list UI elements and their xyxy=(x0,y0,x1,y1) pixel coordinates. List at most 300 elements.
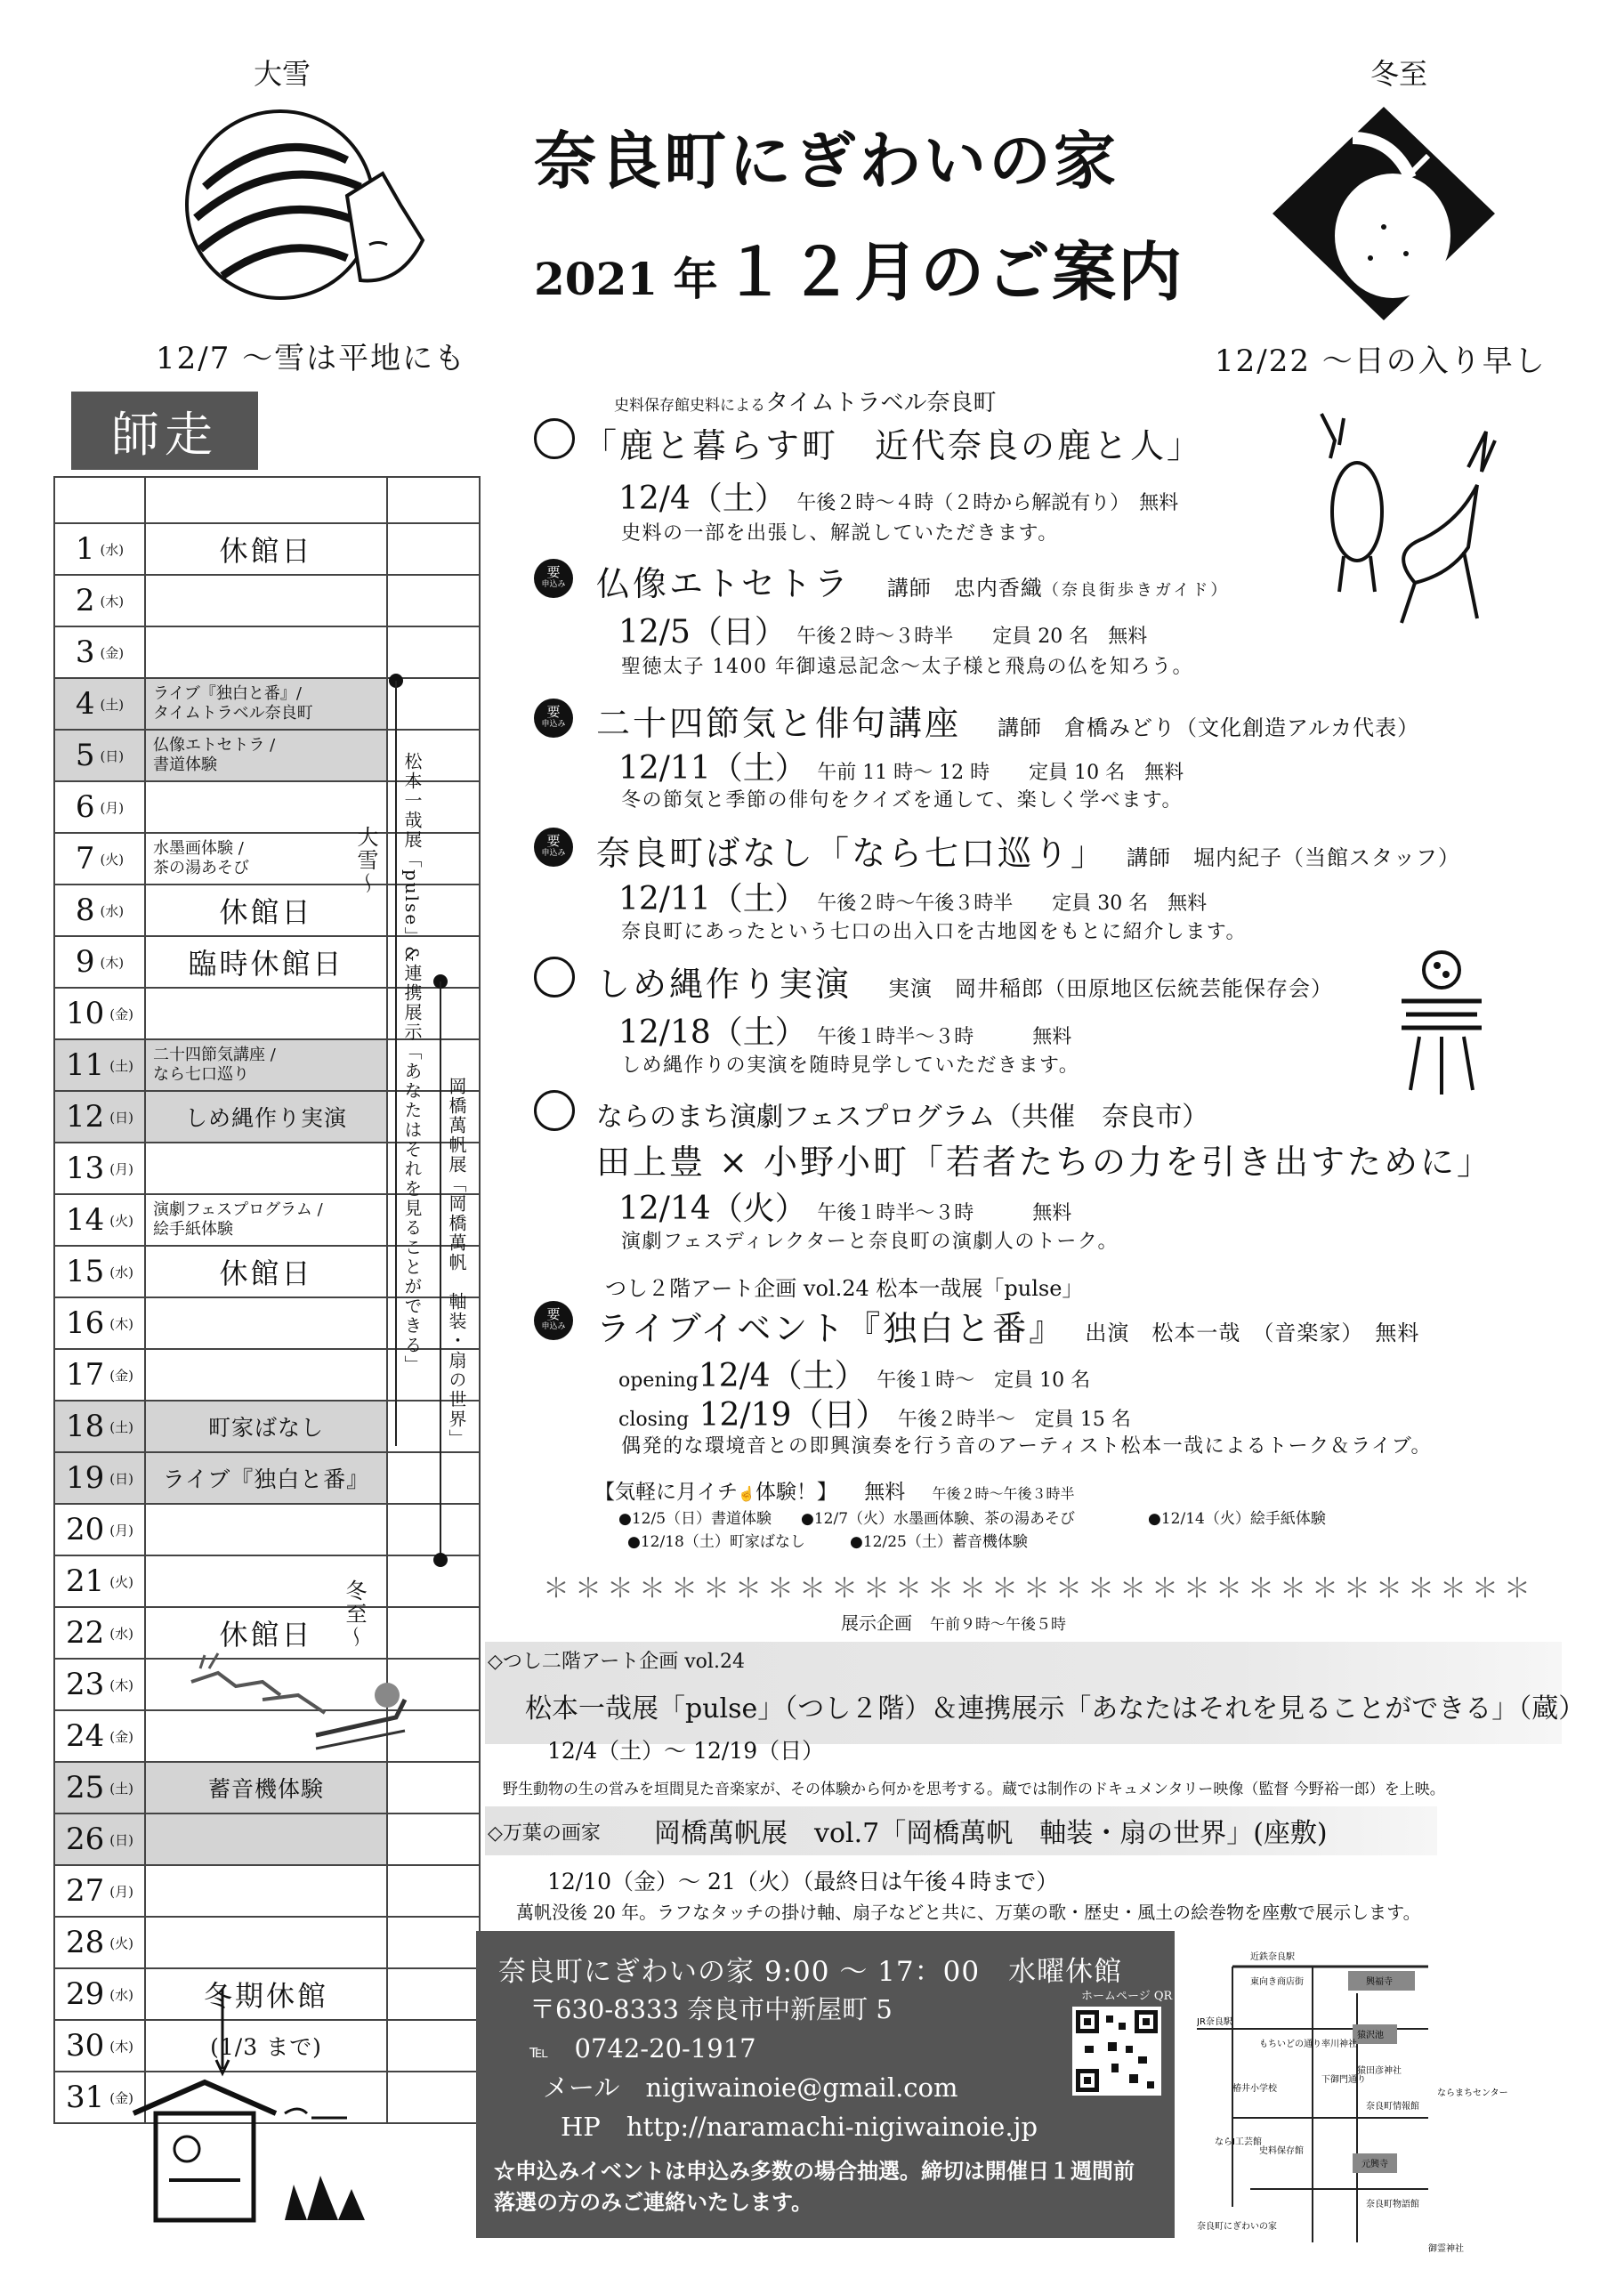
calendar-row xyxy=(53,1402,481,1453)
calendar-side-cell xyxy=(388,1556,479,1606)
calendar-day: 15 xyxy=(66,1254,105,1289)
calendar-weekday: (水) xyxy=(109,1625,133,1642)
exhibit1-title: 松本一哉展「pulse」（つし２階）＆連携展示「あなたはそれを見ることができる」（蔵） xyxy=(525,1693,1586,1725)
header-cell-event xyxy=(144,478,388,522)
map-label: ならI工芸館 xyxy=(1215,2137,1262,2147)
calendar-event-cell xyxy=(144,679,388,729)
calendar-row xyxy=(53,1866,481,1918)
event1-date-row xyxy=(618,473,1178,519)
event1-date: 12/4（土） xyxy=(618,481,787,517)
exhibitions-head-row xyxy=(841,1609,1066,1635)
calendar-day: 13 xyxy=(66,1151,105,1186)
event7-kicker: つし２階アート企画 vol.24 松本一哉展「pulse」 xyxy=(605,1276,1084,1301)
calendar-side-cell xyxy=(388,2072,479,2122)
calendar-side-cell xyxy=(388,679,479,729)
calendar-event-cell xyxy=(144,1040,388,1090)
calendar-event-text: 休館日 xyxy=(219,895,313,929)
exhibit1-period-line xyxy=(395,681,397,1446)
calendar-event-cell xyxy=(144,989,388,1038)
calendar-day: 18 xyxy=(66,1409,105,1444)
calendar-weekday: (火) xyxy=(109,1573,133,1590)
event7-req-badge xyxy=(534,1301,573,1340)
calendar-date-cell xyxy=(55,1453,144,1503)
calendar-date-cell xyxy=(55,1350,144,1400)
event2-req-text: 要 xyxy=(546,564,561,580)
event7-title-row xyxy=(596,1301,1419,1350)
calendar-date-cell xyxy=(55,1608,144,1658)
calendar-weekday: (金) xyxy=(109,2089,133,2106)
page-title: 奈良町にぎわいの家 xyxy=(534,124,1119,198)
map-label: 下御門通り xyxy=(1321,2075,1366,2085)
event4-lecturer: 講師 堀内紀子（当館スタッフ） xyxy=(1127,845,1461,870)
taiken-item-3: ●12/14（火）絵手紙体験 xyxy=(1148,1510,1326,1528)
taiken-head xyxy=(594,1475,1075,1505)
calendar-event-line2: タイムトラベル奈良町 xyxy=(153,704,313,723)
calendar-event-text: ライブ『独白と番』 xyxy=(162,1466,370,1492)
calendar-day: 25 xyxy=(66,1770,105,1805)
info-box xyxy=(476,1931,1175,2238)
calendar-day: 30 xyxy=(66,2028,105,2064)
qr-label: ホームページ QR xyxy=(1081,1990,1173,2003)
calendar-weekday: (土) xyxy=(100,696,125,713)
calendar-event-text: (1/3 まで) xyxy=(210,2034,322,2060)
calendar-day: 17 xyxy=(66,1357,105,1393)
calendar-event-text: 休館日 xyxy=(219,1256,313,1290)
calendar-event-cell xyxy=(144,1195,388,1245)
calendar-weekday: (水) xyxy=(100,902,125,919)
calendar-weekday: (火) xyxy=(100,851,125,868)
calendar-date-cell xyxy=(55,782,144,832)
calendar-event-cell xyxy=(144,1918,388,1967)
exhibit2-label: 岡橋萬帆展「岡橋萬帆 軸装・扇の世界」 xyxy=(446,1077,467,1449)
calendar-event-line1: 水墨画体験 / xyxy=(153,839,244,858)
month-label: 師走 xyxy=(71,392,258,470)
exhibit2-period-line xyxy=(440,981,441,1560)
shimenawa-illustration xyxy=(1393,948,1491,1099)
calendar-event-line2: なら七口巡り xyxy=(153,1065,249,1084)
event7-date: 12/4（土） xyxy=(698,1358,867,1394)
event4-title-row xyxy=(596,826,1460,875)
calendar-row xyxy=(53,627,481,679)
subtitle-month: １２月のご案内 xyxy=(723,234,1184,310)
calendar-row xyxy=(53,2021,481,2072)
exhibitions-time: 午前９時～午後５時 xyxy=(930,1616,1066,1634)
calendar-day: 29 xyxy=(66,1976,105,2012)
map-label: 奈良町物語館 xyxy=(1366,2200,1419,2209)
map-label: 椿井小学校 xyxy=(1232,2084,1277,2094)
event6-date-row xyxy=(618,1183,1071,1229)
calendar-day: 21 xyxy=(66,1563,105,1599)
event6-title: 田上豊 × 小野小町「若者たちの力を引き出すために」 xyxy=(596,1143,1494,1182)
event3-req-badge xyxy=(534,699,573,738)
event3-lecturer: 講師 倉橋みどり（文化創造アルカ代表） xyxy=(998,715,1420,740)
event2-time: 午後２時～３時半 定員 20 名 無料 xyxy=(796,626,1148,648)
calendar-weekday: (金) xyxy=(109,1367,133,1384)
map-label: 猿沢池 xyxy=(1357,2031,1384,2040)
calendar-weekday: (月) xyxy=(100,799,125,816)
event7-title: ライブイベント『独白と番』 xyxy=(596,1309,1049,1348)
event6-kicker: ならのまち演劇フェスプログラム（共催 奈良市） xyxy=(596,1102,1209,1133)
reindeer-sleigh-illustration xyxy=(182,1646,414,1771)
event7-time: 午後１時～ 定員 10 名 xyxy=(877,1369,1091,1392)
calendar-date-cell xyxy=(55,627,144,677)
map-label: 東向き商店街 xyxy=(1250,1977,1304,1987)
calendar-event-line1: 演劇フェスプログラム / xyxy=(153,1200,323,1219)
calendar-event-cell xyxy=(144,524,388,574)
event5-date-row xyxy=(618,1007,1071,1053)
event1-kicker xyxy=(614,384,996,417)
qr-pattern xyxy=(1076,2010,1158,2092)
calendar-date-cell xyxy=(55,1660,144,1709)
calendar-day: 28 xyxy=(66,1925,105,1960)
event6-desc: 演劇フェスディレクターと奈良町の演劇人のトーク。 xyxy=(621,1231,1119,1253)
calendar-row xyxy=(53,522,481,576)
calendar-weekday: (金) xyxy=(109,1006,133,1022)
mail-label: メール xyxy=(543,2072,620,2103)
calendar-weekday: (水) xyxy=(100,541,125,558)
calendar-event-cell xyxy=(144,885,388,935)
calendar-weekday: (木) xyxy=(109,1315,133,1332)
event5-title-row xyxy=(596,957,1333,1006)
event2-date-row xyxy=(618,607,1147,652)
calendar-weekday: (金) xyxy=(109,1728,133,1745)
calendar-weekday: (木) xyxy=(100,954,125,971)
event4-req-badge xyxy=(534,828,573,867)
calendar-day: 14 xyxy=(66,1202,105,1238)
info-address: 〒630-8333 奈良市中新屋町 5 xyxy=(529,1994,893,2024)
calendar-weekday: (木) xyxy=(100,593,125,610)
deer-illustration xyxy=(1308,405,1513,627)
calendar-event-cell xyxy=(144,1453,388,1503)
taiken-time: 午後２時～午後３時半 xyxy=(932,1485,1075,1502)
calendar-row xyxy=(53,679,481,731)
map-label: 率川神社 xyxy=(1321,2040,1357,2049)
calendar-event-cell xyxy=(144,2021,388,2071)
calendar-date-cell xyxy=(55,1918,144,1967)
tel-icon: ℡ xyxy=(529,2040,549,2062)
house-illustration xyxy=(116,2078,383,2229)
calendar-side-cell xyxy=(388,1505,479,1555)
calendar-day: 22 xyxy=(66,1615,105,1651)
event2-lecturer-note: （奈良街歩きガイド） xyxy=(1042,581,1230,600)
calendar-weekday: (土) xyxy=(109,1057,133,1074)
calendar-event-text: 町家ばなし xyxy=(207,1415,324,1441)
info-tel-row xyxy=(529,2029,756,2065)
header-cell-side xyxy=(388,478,479,522)
calendar-date-cell xyxy=(55,1969,144,2019)
calendar-weekday: (日) xyxy=(109,1109,133,1126)
exhibit1-label: 松本一哉展「pulse」&連携展示「あなたはそれを見ることができる」 xyxy=(401,752,423,1375)
event5-date: 12/18（土） xyxy=(618,1014,807,1051)
calendar-row xyxy=(53,1969,481,2021)
calendar-header xyxy=(53,476,481,522)
calendar-day: 10 xyxy=(66,996,105,1031)
calendar-weekday: (土) xyxy=(109,1418,133,1435)
calendar-side-cell xyxy=(388,1969,479,2019)
event4-title: 奈良町ばなし「なら七口巡り」 xyxy=(596,834,1091,873)
calendar-date-cell xyxy=(55,1092,144,1142)
calendar-date-cell xyxy=(55,937,144,987)
calendar-date-cell xyxy=(55,1763,144,1813)
event6-time: 午後１時半～３時 無料 xyxy=(817,1202,1072,1224)
calendar-side-cell xyxy=(388,1453,479,1503)
calendar-date-cell xyxy=(55,885,144,935)
calendar-event-line1: ライブ『独白と番』/ xyxy=(153,684,302,703)
event2-title-row xyxy=(596,556,1229,605)
calendar-event-cell xyxy=(144,782,388,832)
calendar-side-cell xyxy=(388,576,479,626)
calendar-side-cell xyxy=(388,1866,479,1916)
calendar-day: 4 xyxy=(75,686,95,722)
event4-req-text: 要 xyxy=(546,833,561,849)
calendar-event-line1: 仏像エトセトラ / xyxy=(153,736,276,755)
calendar-row xyxy=(53,1814,481,1866)
event1-kicker-b: タイムトラベル奈良町 xyxy=(765,390,997,416)
event2-title: 仏像エトセトラ xyxy=(596,564,851,603)
calendar-event-line2: 絵手紙体験 xyxy=(153,1220,233,1239)
calendar-weekday: (土) xyxy=(109,1780,133,1797)
season-name-toji: 冬至 xyxy=(1370,57,1428,91)
map-label: 猿田彦神社 xyxy=(1357,2066,1402,2076)
event5-desc: しめ縄作りの実演を随時見学していただきます。 xyxy=(621,1054,1080,1077)
calendar-day: 2 xyxy=(75,583,95,618)
calendar-event-cell xyxy=(144,1969,388,2019)
season-note-toji: 12/22 ～日の入り早し xyxy=(1215,343,1547,379)
season-name-taisetsu: 大雪 xyxy=(254,57,311,91)
calendar-day: 27 xyxy=(66,1873,105,1909)
event6-open-marker xyxy=(534,1090,575,1131)
calendar-day: 20 xyxy=(66,1512,105,1547)
event3-title: 二十四節気と俳句講座 xyxy=(596,704,962,743)
header-cell-date xyxy=(55,478,144,522)
calendar-day: 3 xyxy=(75,634,95,670)
taiken-head-a: 【気軽に月イチ xyxy=(594,1481,738,1504)
exhibit2-end-dot xyxy=(433,1553,448,1567)
taiken-item-5: ●12/25（土）蓄音機体験 xyxy=(850,1533,1028,1551)
calendar-event-cell xyxy=(144,1505,388,1555)
exhibit1-desc: 野生動物の生の営みを垣間見た音楽家が、その体験から何かを思考する。蔵では制作のドキュメンタリー映像（監督 今野裕一郎）を上映。 xyxy=(503,1781,1445,1798)
calendar-event-cell xyxy=(144,834,388,884)
event3-desc: 冬の節気と季節の俳句をクイズを通して、楽しく学べます。 xyxy=(621,789,1183,812)
event4-req-small: 申込み xyxy=(541,849,566,858)
taiken-item-2: ●12/7（火）水墨画体験、茶の湯あそび xyxy=(801,1510,1076,1528)
calendar-event-cell xyxy=(144,731,388,780)
calendar-day: 16 xyxy=(66,1305,105,1341)
calendar-date-cell xyxy=(55,1195,144,1245)
event1-time: 午後２時～４時（２時から解説有り） 無料 xyxy=(796,492,1179,514)
calendar-event-cell xyxy=(144,1143,388,1193)
calendar-weekday: (月) xyxy=(109,1522,133,1539)
calendar-row xyxy=(53,1556,481,1608)
event4-date-row xyxy=(618,874,1207,919)
calendar-weekday: (日) xyxy=(100,747,125,764)
calendar-event-text: 蓄音機体験 xyxy=(207,1776,324,1802)
event5-title: しめ縄作り実演 xyxy=(596,965,852,1004)
event2-lecturer: 講師 忠内香織 xyxy=(886,576,1043,601)
event7-lecturer: 出演 松本一哉 （音楽家） 無料 xyxy=(1085,1321,1420,1345)
map-label: JR奈良駅 xyxy=(1197,2017,1232,2027)
event2-date: 12/5（日） xyxy=(618,614,787,650)
event1-desc: 史料の一部を出張し、解説していただきます。 xyxy=(621,522,1059,545)
event7-desc: 偶発的な環境音との即興演奏を行う音のアーティスト松本一哉によるトーク＆ライブ。 xyxy=(621,1435,1433,1458)
calendar-date-cell xyxy=(55,1814,144,1864)
calendar-weekday: (火) xyxy=(109,1212,133,1229)
calendar-date-cell xyxy=(55,989,144,1038)
event2-req-badge xyxy=(534,559,573,598)
info-mail-row xyxy=(543,2068,958,2104)
calendar-side-cell xyxy=(388,2021,479,2071)
calendar-date-cell xyxy=(55,1556,144,1606)
calendar-day: 23 xyxy=(66,1667,105,1702)
calendar-day: 12 xyxy=(66,1099,105,1135)
info-name: 奈良町にぎわいの家 9:00 ～ 17：00 水曜休館 xyxy=(498,1956,1123,1988)
calendar-event-line2: 茶の湯あそび xyxy=(153,859,249,877)
exhibit1-date: 12/4（土）～ 12/19（日） xyxy=(547,1738,825,1764)
calendar-date-cell xyxy=(55,1505,144,1555)
calendar-day: 8 xyxy=(75,893,95,928)
event7-date2: 12/19（日） xyxy=(699,1397,888,1434)
calendar-side-cell xyxy=(388,1918,479,1967)
calendar-event-text: 臨時休館日 xyxy=(188,947,344,981)
calendar-side-cell xyxy=(388,627,479,677)
calendar-side-cell xyxy=(388,524,479,574)
hp-label: HP xyxy=(561,2112,601,2142)
event4-time: 午後２時～午後３時半 定員 30 名 無料 xyxy=(817,893,1208,915)
event3-date-row xyxy=(618,743,1184,788)
calendar-weekday: (木) xyxy=(109,2038,133,2055)
calendar-event-line2: 書道体験 xyxy=(153,755,217,774)
map-label: 奈良町にぎわいの家 xyxy=(1197,2222,1277,2232)
map-label: 近鉄奈良駅 xyxy=(1250,1952,1295,1962)
calendar-event-cell xyxy=(144,1350,388,1400)
event7-opening-label: opening xyxy=(618,1369,699,1392)
calendar-weekday: (金) xyxy=(100,644,125,661)
map-label: ならまちセンター xyxy=(1437,2088,1508,2098)
calendar-date-cell xyxy=(55,576,144,626)
calendar-date-cell xyxy=(55,524,144,574)
calendar-event-cell xyxy=(144,627,388,677)
event7-closing-row xyxy=(618,1390,1131,1435)
event7-time2: 午後２時半～ 定員 15 名 xyxy=(897,1409,1131,1431)
calendar-weekday: (月) xyxy=(109,1883,133,1900)
calendar-day: 9 xyxy=(75,944,95,980)
map-label: 御霊神社 xyxy=(1428,2244,1464,2254)
calendar-day: 1 xyxy=(75,531,95,567)
star-divider: ＊＊＊＊＊＊＊＊＊＊＊＊＊＊＊＊＊＊＊＊＊＊＊＊＊＊＊＊＊＊＊ xyxy=(543,1573,1536,1604)
calendar-day: 7 xyxy=(75,841,95,876)
info-note2: 落選の方のみご連絡いたします。 xyxy=(494,2189,813,2215)
event6-date: 12/14（火） xyxy=(618,1191,807,1227)
event7-req-small: 申込み xyxy=(541,1322,566,1331)
taiken-item-4: ●12/18（土）町家ばなし xyxy=(627,1533,805,1551)
event4-desc: 奈良町にあったという七口の出入口を古地図をもとに紹介します。 xyxy=(621,921,1248,943)
event3-time: 午前 11 時～ 12 時 定員 10 名 無料 xyxy=(817,762,1184,784)
map-label: 興福寺 xyxy=(1366,1977,1393,1987)
event3-title-row xyxy=(596,696,1419,745)
exhibit1-label-text: ◇つし二階アート企画 vol.24 xyxy=(488,1651,745,1673)
map-label: 奈良町情報館 xyxy=(1366,2102,1419,2112)
info-hp[interactable]: http://naramachi-nigiwainoie.jp xyxy=(626,2112,1038,2142)
calendar-date-cell xyxy=(55,679,144,729)
page-subtitle xyxy=(534,221,1184,313)
event1-open-marker xyxy=(534,418,575,459)
info-note1: ☆申込みイベントは申込み多数の場合抽選。締切は開催日１週間前 xyxy=(494,2158,1135,2184)
subtitle-year: 2021 年 xyxy=(534,253,718,305)
calendar-row xyxy=(53,1505,481,1556)
calendar-date-cell xyxy=(55,731,144,780)
hand-icon: ☝ xyxy=(738,1485,755,1502)
calendar-date-cell xyxy=(55,1143,144,1193)
calendar-event-cell xyxy=(144,576,388,626)
calendar-day: 5 xyxy=(75,738,95,773)
access-map xyxy=(1197,1940,1571,2260)
calendar-event-cell xyxy=(144,937,388,987)
calendar-weekday: (日) xyxy=(109,1470,133,1487)
calendar-weekday: (日) xyxy=(109,1831,133,1848)
info-mail[interactable]: nigiwainoie@gmail.com xyxy=(645,2072,958,2103)
calendar-event-cell xyxy=(144,1814,388,1864)
map-label: 元興寺 xyxy=(1361,2160,1388,2169)
season-note-taisetsu: 12/7 ～雪は平地にも xyxy=(156,341,467,376)
yuzu-illustration xyxy=(1268,102,1499,325)
calendar-event-cell xyxy=(144,1866,388,1916)
event4-date: 12/11（土） xyxy=(618,881,807,917)
calendar-day: 6 xyxy=(75,789,95,825)
taiken-item-1: ●12/5（日）書道体験 xyxy=(618,1510,772,1528)
taiken-fee: 無料 xyxy=(864,1481,906,1504)
cat-illustration xyxy=(169,98,427,303)
calendar-day: 24 xyxy=(66,1718,105,1754)
calendar-date-cell xyxy=(55,834,144,884)
calendar-event-text: しめ縄作り実演 xyxy=(184,1105,347,1131)
calendar-row xyxy=(53,1918,481,1969)
calendar-day: 19 xyxy=(66,1460,105,1496)
calendar-date-cell xyxy=(55,2021,144,2071)
event5-lecturer: 実演 岡井稲郎（田原地区伝統芸能保存会） xyxy=(888,976,1334,1001)
exhibit2-date: 12/10（金）～ 21（火）（最終日は午後４時まで） xyxy=(547,1869,1059,1894)
event3-date: 12/11（土） xyxy=(618,750,807,787)
map-label: 史料保存館 xyxy=(1259,2146,1304,2156)
calendar-day: 26 xyxy=(66,1822,105,1857)
qr-code[interactable] xyxy=(1072,2007,1161,2096)
event3-req-small: 申込み xyxy=(541,720,566,729)
calendar-day: 11 xyxy=(66,1047,105,1083)
event2-desc: 聖徳太子 1400 年御遠忌記念～太子様と飛鳥の仏を知ろう。 xyxy=(621,656,1193,678)
event1-title: 「鹿と暮らす町 近代奈良の鹿と人」 xyxy=(583,426,1204,465)
calendar-date-cell xyxy=(55,1711,144,1761)
event3-req-text: 要 xyxy=(546,704,561,720)
down-arrow-icon xyxy=(214,1989,231,2078)
event2-req-small: 申込み xyxy=(541,580,566,589)
taiken-head-b: 体験！】 xyxy=(755,1481,837,1504)
exhibit2-title: 岡橋萬帆展 vol.7「岡橋萬帆 軸装・扇の世界」(座敷) xyxy=(654,1818,1328,1849)
calendar-date-cell xyxy=(55,1866,144,1916)
event5-open-marker xyxy=(534,957,575,998)
calendar-event-text: 休館日 xyxy=(219,534,313,568)
calendar-date-cell xyxy=(55,1298,144,1348)
info-hp-row xyxy=(561,2107,1038,2144)
side-note-taisetsu: 大雪〜 xyxy=(353,826,378,895)
calendar-date-cell xyxy=(55,1402,144,1451)
calendar-day: 31 xyxy=(66,2080,105,2115)
event7-req-text: 要 xyxy=(546,1306,561,1322)
exhibit2-label-text: ◇万葉の画家 xyxy=(488,1822,601,1845)
side-note-toji: 冬至〜 xyxy=(342,1579,367,1649)
map-label: もちいどの通り xyxy=(1259,2040,1321,2049)
calendar-event-cell xyxy=(144,1402,388,1451)
exhibitions-head: 展示企画 xyxy=(841,1612,912,1634)
calendar-row xyxy=(53,1453,481,1505)
